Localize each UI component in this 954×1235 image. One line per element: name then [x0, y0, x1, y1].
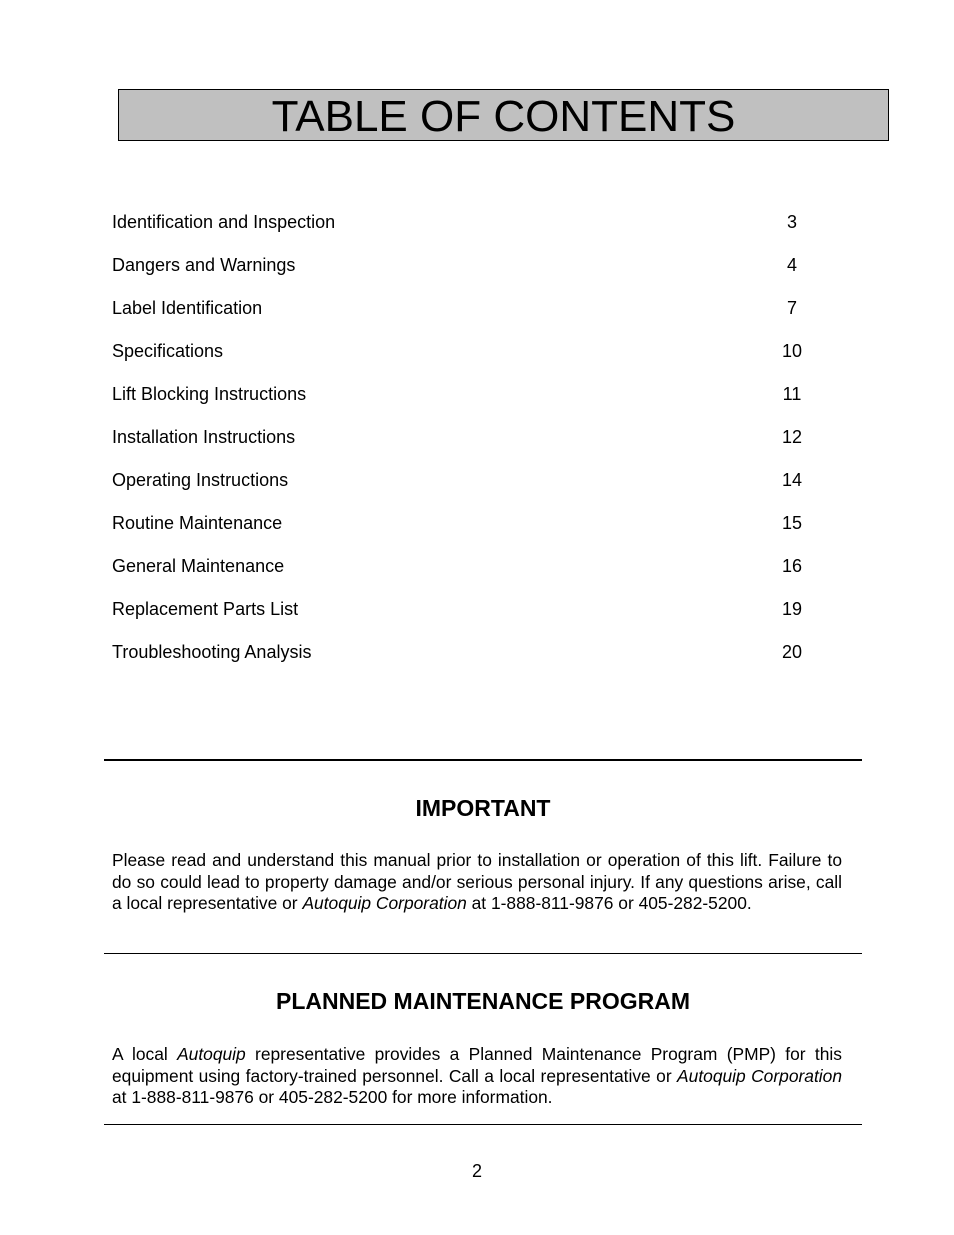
toc-entry-label: Identification and Inspection [112, 212, 336, 232]
important-text-part-1: Please read and understand this manual prior to installation or operation of this lift. Failure to do so could lead to property damage and/or serious personal injury. If any questions arise, call a local representative or [112, 850, 842, 914]
toc-entry-label: Lift Blocking Instructions [112, 384, 307, 404]
important-top-divider [104, 759, 862, 761]
toc-title-box [118, 89, 889, 141]
toc-entry-label: General Maintenance [112, 556, 285, 576]
important-company-name: Autoquip Corporation [302, 893, 467, 914]
toc-entry[interactable] [112, 297, 812, 340]
toc-entry-page: 7 [786, 298, 797, 318]
toc-entry[interactable] [112, 512, 812, 555]
toc-entry-label: Specifications [112, 341, 224, 361]
pmp-bottom-divider [104, 1124, 862, 1125]
toc-entry-page: 10 [781, 341, 803, 361]
pmp-text-part-3: at 1-888-811-9876 or 405-282-5200 for more information. [112, 1087, 553, 1108]
toc-entry[interactable] [112, 469, 812, 512]
toc-entry[interactable] [112, 555, 812, 598]
page-title: TABLE OF CONTENTS [271, 92, 736, 141]
pmp-heading: PLANNED MAINTENANCE PROGRAM [276, 988, 690, 1014]
page-number: 2 [471, 1161, 482, 1181]
toc-entry[interactable] [112, 641, 812, 684]
toc-entry-label: Routine Maintenance [112, 513, 283, 533]
important-text-part-2: at 1-888-811-9876 or 405-282-5200. [466, 893, 752, 914]
important-heading: IMPORTANT [415, 795, 551, 821]
toc-entry[interactable] [112, 383, 812, 426]
toc-entry-page: 11 [782, 384, 802, 404]
toc-entry-page: 4 [786, 255, 797, 275]
toc-entry-page: 20 [781, 642, 803, 662]
toc-entry-label: Label Identification [112, 298, 263, 318]
toc-entry-page: 3 [786, 212, 797, 232]
toc-entry-label: Troubleshooting Analysis [112, 642, 312, 662]
toc-entry-page: 14 [781, 470, 803, 490]
toc-entry-label: Dangers and Warnings [112, 255, 296, 275]
important-bottom-divider [104, 953, 862, 954]
toc-entry[interactable] [112, 211, 812, 254]
toc-entry-page: 12 [781, 427, 803, 447]
pmp-text-part-1: A local [112, 1044, 178, 1064]
toc-entry-label: Operating Instructions [112, 470, 289, 490]
toc-entry-page: 15 [781, 513, 803, 533]
pmp-text-part-2: representative provides a Planned Maintenance Program (PMP) for this equipment using factory-trained personnel. Call a local representative or [112, 1044, 842, 1086]
important-body [112, 850, 842, 915]
toc-entry[interactable] [112, 598, 812, 641]
toc-entry-label: Installation Instructions [112, 427, 296, 447]
pmp-body [112, 1044, 842, 1109]
toc-entry[interactable] [112, 340, 812, 383]
toc-entry-label: Replacement Parts List [112, 599, 299, 619]
toc-list [112, 211, 812, 684]
pmp-brand-name: Autoquip [177, 1044, 246, 1064]
toc-entry-page: 19 [781, 599, 803, 619]
toc-entry[interactable] [112, 254, 812, 297]
toc-entry[interactable] [112, 426, 812, 469]
pmp-company-name: Autoquip Corporation [677, 1065, 842, 1086]
toc-entry-page: 16 [781, 556, 803, 576]
